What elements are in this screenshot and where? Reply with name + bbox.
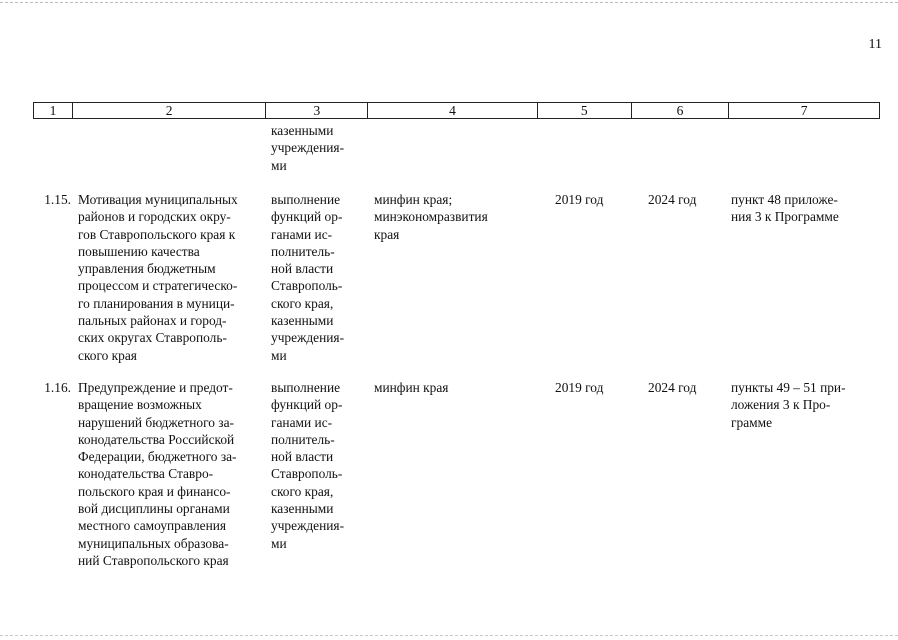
program-reference	[731, 191, 874, 226]
text-line: учреждения-	[271, 330, 345, 346]
text-line: ной власти	[271, 449, 334, 465]
text-line: конодательства Российской	[78, 431, 235, 447]
text-line: го планирования в муници-	[78, 295, 235, 311]
text-line: выполнение	[271, 192, 341, 207]
text-line: грамме	[731, 414, 773, 430]
scan-edge-top	[0, 2, 898, 3]
text-line: ганами ис-	[271, 226, 333, 242]
text-line: пункт 48 приложе-	[731, 192, 838, 207]
end-year: 2024 год	[648, 192, 697, 207]
header-col-1: 1	[34, 103, 73, 118]
executor-form	[271, 191, 363, 364]
header-col-7: 7	[800, 103, 808, 118]
program-reference	[731, 379, 874, 431]
responsible-executor	[374, 191, 534, 243]
text-line: ганами ис-	[271, 414, 333, 430]
text-line: польского края и финансо-	[78, 483, 231, 499]
text-line: казенными	[271, 123, 334, 138]
executor-form	[271, 379, 363, 552]
text-line: ского края,	[271, 483, 334, 499]
text-line: учреждения-	[271, 518, 345, 534]
start-year: 2019 год	[555, 192, 604, 207]
responsible-executor	[374, 379, 534, 396]
page-number: 11	[868, 37, 882, 52]
text-line: управления бюджетным	[78, 261, 216, 277]
text-line: ми	[271, 157, 287, 173]
text-line: Мотивация муниципальных	[78, 192, 238, 207]
text-line: минфин края;	[374, 192, 453, 207]
header-col-6: 6	[632, 103, 730, 118]
text-line: ского края,	[271, 295, 334, 311]
row-number: 1.16.	[44, 380, 71, 395]
text-line: местного самоуправления	[78, 518, 227, 534]
table-header-row	[33, 102, 880, 119]
text-line: Ставрополь-	[271, 466, 343, 482]
text-line: конодательства Ставро-	[78, 466, 214, 482]
text-line: Ставрополь-	[271, 278, 343, 294]
text-line: казенными	[271, 313, 334, 329]
text-line: пункты 49 – 51 при-	[731, 380, 846, 395]
text-line: ских округах Ставрополь-	[78, 330, 227, 346]
header-col-3: 3	[266, 103, 368, 118]
text-line: процессом и стратегическо-	[78, 278, 238, 294]
activity-description	[78, 191, 260, 364]
row-number: 1.15.	[44, 192, 71, 207]
text-line: края	[374, 226, 400, 242]
text-line: вращение возможных	[78, 397, 202, 413]
text-line: повышению качества	[78, 243, 200, 259]
text-line: ского края	[78, 347, 137, 363]
header-col-5: 5	[538, 103, 632, 118]
text-line: полнитель-	[271, 431, 335, 447]
text-line: районов и городских окру-	[78, 209, 231, 225]
header-col-2: 2	[73, 103, 267, 118]
text-line: полнитель-	[271, 243, 335, 259]
text-line: минэкономразвития	[374, 209, 488, 225]
text-line: ми	[271, 347, 287, 363]
text-line: минфин края	[374, 380, 449, 395]
activity-description	[78, 379, 260, 569]
text-line: ложения 3 к Про-	[731, 397, 831, 413]
text-line: вой дисциплины органами	[78, 501, 230, 517]
text-line: нарушений бюджетного за-	[78, 414, 234, 430]
text-line: муниципальных образова-	[78, 535, 229, 551]
header-col-4: 4	[368, 103, 538, 118]
text-line: Предупреждение и предот-	[78, 380, 233, 395]
text-line: казенными	[271, 501, 334, 517]
end-year: 2024 год	[648, 380, 697, 395]
text-line: пальных районах и город-	[78, 313, 227, 329]
text-line: функций ор-	[271, 397, 343, 413]
text-line: ния 3 к Программе	[731, 209, 839, 225]
text-line: ми	[271, 535, 287, 551]
scan-edge-bottom	[0, 635, 898, 636]
start-year: 2019 год	[555, 380, 604, 395]
text-line: ний Ставропольского края	[78, 552, 229, 568]
carryover-executor	[271, 122, 363, 174]
text-line: выполнение	[271, 380, 341, 395]
text-line: функций ор-	[271, 209, 343, 225]
text-line: учреждения-	[271, 140, 345, 156]
text-line: гов Ставропольского края к	[78, 226, 236, 242]
text-line: Федерации, бюджетного за-	[78, 449, 237, 465]
text-line: ной власти	[271, 261, 334, 277]
